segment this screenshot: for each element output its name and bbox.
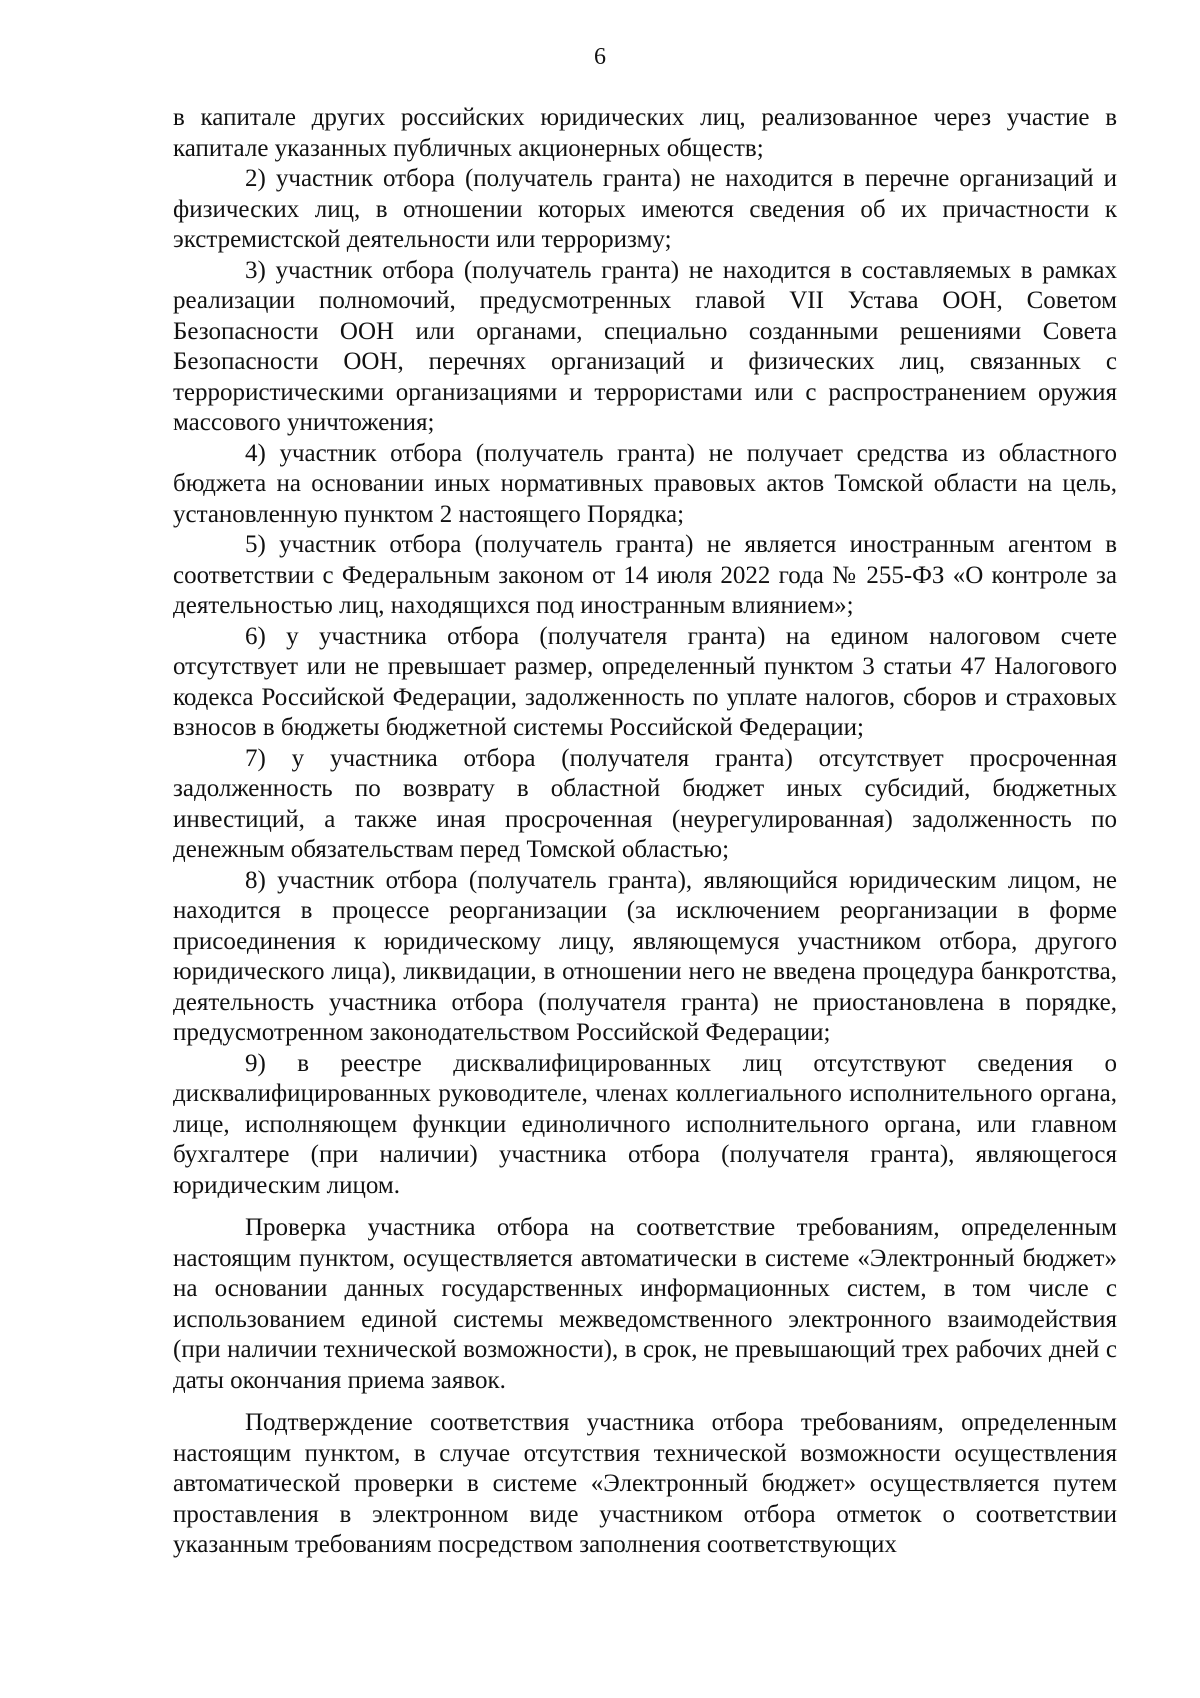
list-item-4: 4) участник отбора (получатель гранта) не получает средства из областного бюджета на основании иных нормативных правовых актов Томской области на цель, установленную пунктом 2 настоящего Порядка; (173, 439, 1117, 528)
list-item-7: 7) у участника отбора (получателя гранта) отсутствует просроченная задолженность по возврату в областной бюджет иных субсидий, бюджетных инвестиций, а также иная просроченная (неурегулированная) задолженность по денежным обязательствам перед Томской областью; (173, 744, 1117, 863)
list-item-8: 8) участник отбора (получатель гранта), являющийся юридическим лицом, не находится в процессе реорганизации (за исключением реорганизации в форме присоединения к юридическому лицу, являющемуся участником отбора, другого юридического лица), ликвидации, в отношении него не введена процедура банкротства, деятельность участника отбора (получателя гранта) не приостановлена в порядке, предусмотренном законодательством Российской Федерации; (173, 866, 1117, 1046)
list-item-2: 2) участник отбора (получатель гранта) не находится в перечне организаций и физических лиц, в отношении которых имеются сведения об их причастности к экстремистской деятельности или терроризму; (173, 165, 1117, 253)
list-item-6: 6) у участника отбора (получателя гранта) на едином налоговом счете отсутствует или не превышает размер, определенный пунктом 3 статьи 47 Налогового кодекса Российской Федерации, задолженность по уплате налогов, сборов и страховых взносов в бюджеты бюджетной системы Российской Федерации; (173, 622, 1117, 741)
list-item-5: 5) участник отбора (получатель гранта) не является иностранным агентом в соответствии с Федеральным законом от 14 июля 2022 года № 255-ФЗ «О контроле за деятельностью лиц, находящихся под иностранным влиянием»; (173, 531, 1117, 619)
paragraph-verification: Проверка участника отбора на соответствие требованиям, определенным настоящим пунктом, осуществляется автоматически в системе «Электронный бюджет» на основании данных государственных информационных систем, в том числе с использованием единой системы межведомственного электронного взаимодействия (при наличии технической возможности), в срок, не превышающий трех рабочих дней с даты окончания приема заявок. (173, 1214, 1117, 1394)
document-body (173, 103, 1117, 1561)
list-item-9: 9) в реестре дисквалифицированных лиц отсутствуют сведения о дисквалифицированных руководителе, членах коллегиального исполнительного органа, лице, исполняющем функции единоличного исполнительного органа, или главном бухгалтере (при наличии) участника отбора (получателя гранта), являющегося юридическим лицом. (173, 1049, 1117, 1199)
paragraph-confirmation: Подтверждение соответствия участника отбора требованиям, определенным настоящим пунктом, в случае отсутствия технической возможности осуществления автоматической проверки в системе «Электронный бюджет» осуществляется путем проставления в электронном виде участником отбора отметок о соответствии указанным требованиям посредством заполнения соответствующих (173, 1409, 1117, 1558)
paragraph-continuation: в капитале других российских юридических лиц, реализованное через участие в капитале указанных публичных акционерных обществ; (173, 104, 1117, 162)
page-number: 6 (594, 44, 606, 70)
list-item-3: 3) участник отбора (получатель гранта) не находится в составляемых в рамках реализации полномочий, предусмотренных главой VII Устава ООН, Советом Безопасности ООН или органами, специально созданными решениями Совета Безопасности ООН, перечнях организаций и физических лиц, связанных с террористическими организациями и террористами или с распространением оружия массового уничтожения; (173, 256, 1117, 436)
